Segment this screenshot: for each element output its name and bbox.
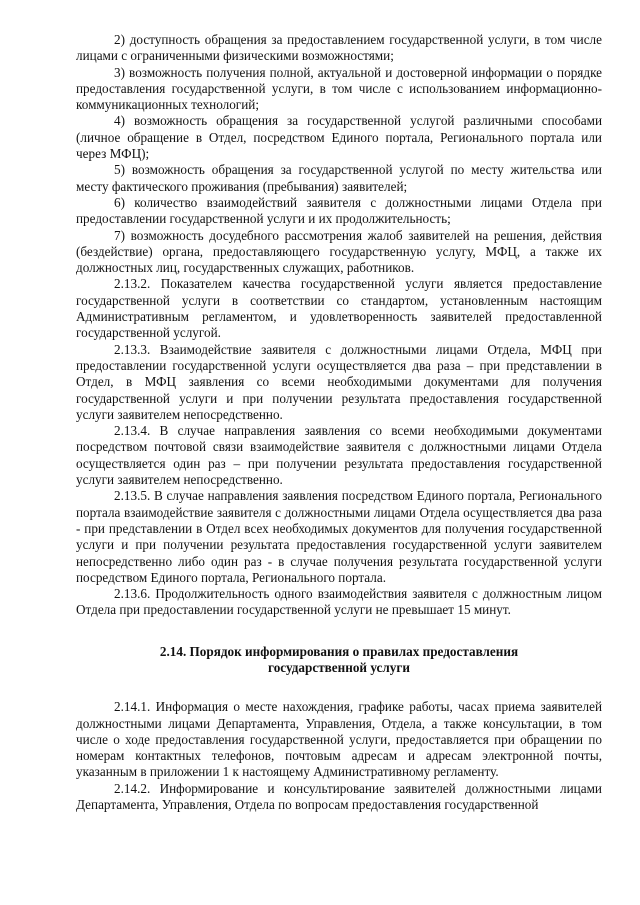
list-item-residence: 5) возможность обращения за государственной услугой по месту жительства или месту фактического проживания (пребывания) заявителей;: [76, 162, 602, 194]
list-item-pretrial-appeal: 7) возможность досудебного рассмотрения жалоб заявителей на решения, действия (бездействие) органа, предоставляющего государственную услугу, МФЦ, а также их должностных лиц, государственных служащих, работников.: [76, 227, 602, 276]
section-heading-line-1: 2.14. Порядок информирования о правилах предоставления: [159, 643, 519, 659]
clause-2-14-1: 2.14.1. Информация о месте нахождения, графике работы, часах приема заявителей должностными лицами Департамента, Управления, Отдела, а также консультации, в том числе о ходе предоставления государственной услуги, предоставляется при обращении по номерам контактных телефонов, почтовым адресам и адресам электронной почты, указанным в приложении 1 к настоящему Административному регламенту.: [76, 699, 602, 780]
clause-2-13-6: 2.13.6. Продолжительность одного взаимодействия заявителя с должностным лицом Отдела при предоставлении государственной услуги не превышает 15 минут.: [76, 586, 602, 618]
clause-2-13-2: 2.13.2. Показателем качества государственной услуги является предоставление государственной услуги в соответствии со стандартом, установленным настоящим Административным регламентом, и удовлетворенность заявителей предоставленной государственной услугой.: [76, 276, 602, 341]
clause-2-14-2: 2.14.2. Информирование и консультирование заявителей должностными лицами Департамента, Управления, Отдела по вопросам предоставления государственной: [76, 780, 602, 813]
section-heading-line-2: государственной услуги: [268, 659, 410, 675]
list-item-accessibility: 2) доступность обращения за предоставлением государственной услуги, в том числе лицами с ограниченными физическими возможностями;: [76, 32, 602, 64]
section-heading-2-14: [76, 644, 602, 677]
clause-2-13-3: 2.13.3. Взаимодействие заявителя с должностными лицами Отдела, МФЦ при предоставлении государственной услуги осуществляется два раза – при представлении в Отдел, в МФЦ заявления со всеми необходимыми документами для получения государственной услуги и при получении результата предоставления государственной услуги заявителем непосредственно.: [76, 341, 602, 422]
list-item-application-methods: 4) возможность обращения за государственной услугой различными способами (личное обращение в Отдел, посредством Единого портала, Регионального портала или через МФЦ);: [76, 113, 602, 162]
clause-2-13-5: 2.13.5. В случае направления заявления посредством Единого портала, Регионального портала взаимодействие заявителя с должностными лицами Отдела осуществляется два раза - при представлении в Отдел всех необходимых документов для получения государственной услуги и при получении результата предоставления государственной услуги заявителем непосредственно либо один раз - в случае получения результата государственной услуги посредством Единого портала, Регионального портала.: [76, 488, 602, 585]
list-item-information: 3) возможность получения полной, актуальной и достоверной информации о порядке предоставления государственной услуги, в том числе с использованием информационно-коммуникационных технологий;: [76, 64, 602, 113]
list-item-interactions-count: 6) количество взаимодействий заявителя с должностными лицами Отдела при предоставлении государственной услуги и их продолжительность;: [76, 194, 602, 227]
clause-2-13-4: 2.13.4. В случае направления заявления со всеми необходимыми документами посредством почтовой связи взаимодействие заявителя с должностными лицами Отдела осуществляется один раз – при получении результата предоставления государственной услуги заявителем непосредственно.: [76, 423, 602, 488]
